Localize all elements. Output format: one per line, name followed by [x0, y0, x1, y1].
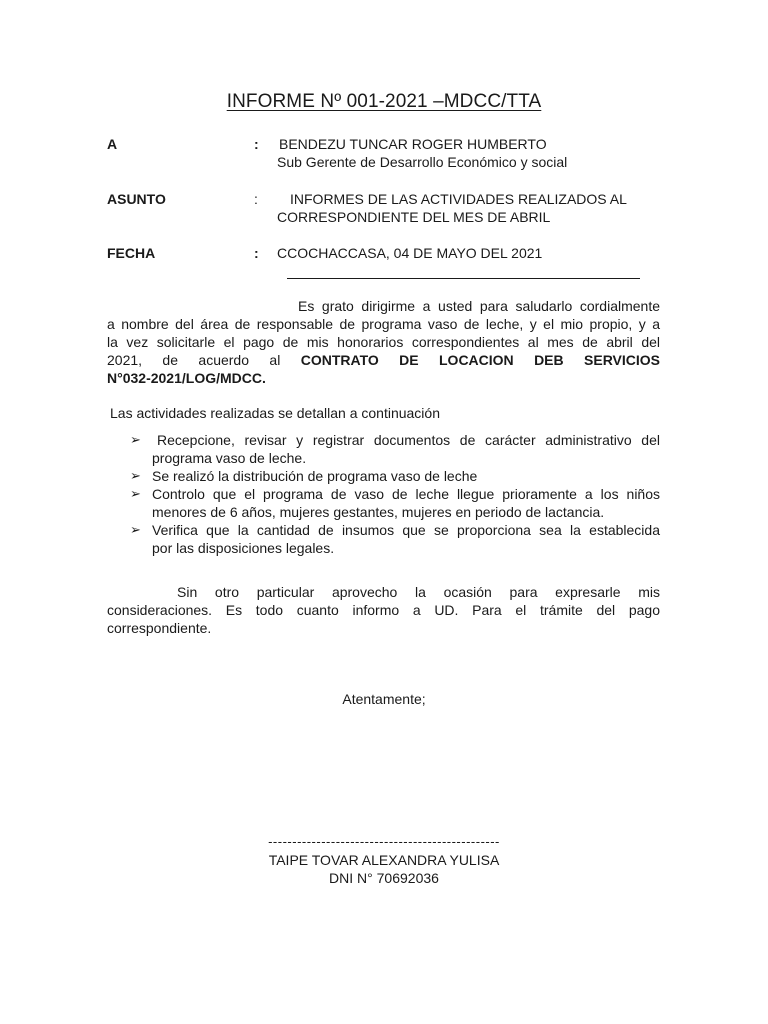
list-item-text: menores de 6 años, mujeres gestantes, mujeres en periodo de lactancia. [152, 504, 605, 520]
signature-line: ------------------------------------------------ [268, 834, 500, 849]
recipient-colon: : [254, 136, 259, 152]
list-item-text: Controlo que el programa de vaso de leche llegue prioramente a los niños [152, 486, 660, 502]
list-item-text: programa vaso de leche. [152, 450, 307, 466]
list-item [130, 431, 660, 467]
recipient-position: Sub Gerente de Desarrollo Económico y social [277, 154, 568, 170]
activities-intro: Las actividades realizadas se detallan a continuación [110, 405, 440, 421]
date-value: CCOCHACCASA, 04 DE MAYO DEL 2021 [277, 245, 543, 261]
recipient-label: A [107, 136, 118, 152]
contract-number: N°032-2021/LOG/MDCC. [107, 370, 266, 386]
arrow-bullet-icon: ➢ [130, 522, 141, 537]
list-item-text: Verifica que la cantidad de insumos que se proporciona sea la establecida [152, 522, 660, 538]
list-item [130, 467, 660, 485]
activities-list [130, 431, 660, 557]
subject-line-2: CORRESPONDIENTE DEL MES DE ABRIL [277, 209, 551, 225]
list-item-text: Recepcione, revisar y registrar documentos de carácter administrativo del [157, 432, 660, 448]
signatory-name: TAIPE TOVAR ALEXANDRA YULISA [268, 852, 500, 868]
intro-paragraph [107, 297, 660, 387]
intro-line: Es grato dirigirme a usted para saludarlo cordialmente [298, 298, 660, 314]
arrow-bullet-icon: ➢ [130, 486, 141, 501]
document-title: INFORME Nº 001-2021 –MDCC/TTA [226, 91, 542, 112]
list-item [130, 485, 660, 521]
intro-line: la vez solicitarle el pago de mis honorarios correspondientes al mes de abril del [107, 334, 660, 350]
intro-line [107, 369, 660, 387]
contract-reference: CONTRATO DE LOCACION DEB SERVICIOS [300, 352, 661, 368]
sign-off: Atentamente; [342, 691, 426, 707]
list-item [130, 521, 660, 557]
closing-paragraph [107, 583, 660, 637]
subject-colon: : [254, 191, 258, 207]
closing-line: consideraciones. Es todo cuanto informo a UD. Para el trámite del pago [107, 602, 660, 618]
arrow-bullet-icon: ➢ [130, 468, 141, 483]
subject-label: ASUNTO [107, 191, 166, 207]
list-item-text: Se realizó la distribución de programa vaso de leche [152, 468, 478, 484]
intro-line: a nombre del área de responsable de programa vaso de leche, y el mio propio, y a [107, 316, 660, 332]
signatory-dni: DNI N° 70692036 [329, 870, 439, 886]
intro-text: 2021, de acuerdo al [107, 352, 281, 368]
closing-line: Sin otro particular aprovecho la ocasión para expresarle mis [177, 584, 660, 600]
intro-line [107, 351, 660, 369]
date-label: FECHA [107, 245, 156, 261]
closing-line: correspondiente. [107, 620, 212, 636]
header-separator [287, 278, 640, 279]
list-item-text: por las disposiciones legales. [152, 540, 335, 556]
subject-line-1: INFORMES DE LAS ACTIVIDADES REALIZADOS AL [290, 191, 627, 207]
arrow-bullet-icon: ➢ [130, 432, 141, 447]
date-colon: : [254, 245, 259, 261]
recipient-name: BENDEZU TUNCAR ROGER HUMBERTO [279, 136, 547, 152]
